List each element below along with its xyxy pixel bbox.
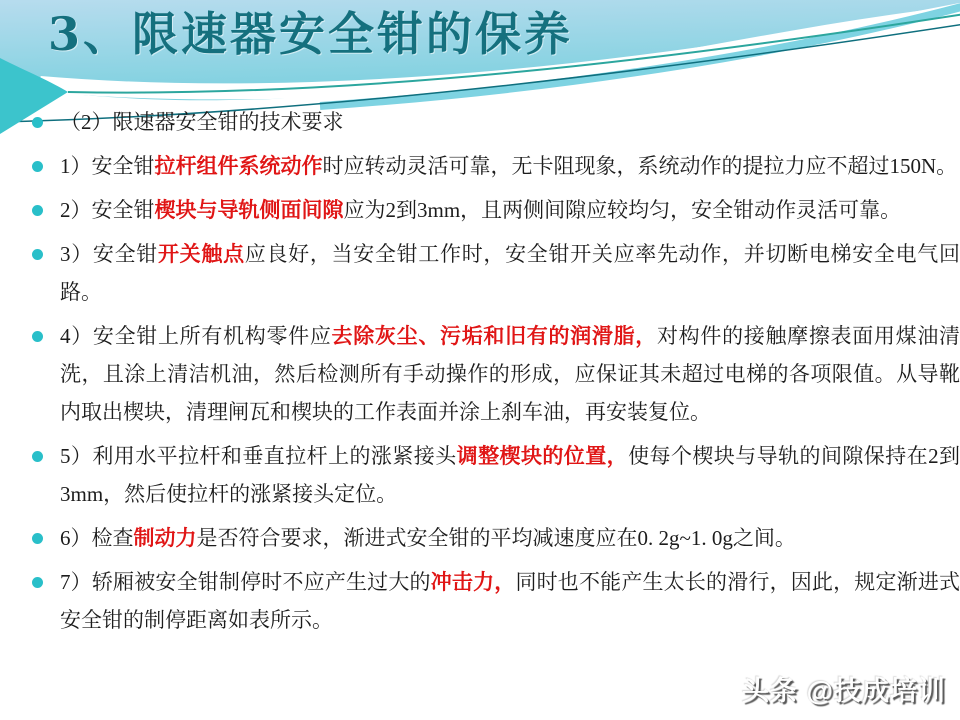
text-segment: 对构件的接触摩擦表面用煤油清洗，且涂上清洁机油，然后检测所有手动操作的形成，应保证其未超过电梯的各项限值。从导靴内取出楔块，清理闸瓦和楔块的工作表面并涂上刹车油，再安装复位。 <box>60 324 960 424</box>
bullet-item <box>30 235 960 311</box>
bullet-item <box>30 437 960 513</box>
highlight-segment: 开关触点 <box>157 242 245 266</box>
text-segment: 应良好，当安全钳工作时，安全钳开关应率先动作，并切断电梯安全电气回路。 <box>60 242 960 304</box>
text-segment: 7）轿厢被安全钳制停时不应产生过大的 <box>60 570 431 594</box>
highlight-segment: 制动力 <box>133 526 197 550</box>
bullet-dot-icon <box>32 117 43 128</box>
text-segment: 5）利用水平拉杆和垂直拉杆上的涨紧接头 <box>60 444 457 468</box>
bullet-item <box>30 103 960 141</box>
slide-body <box>0 98 960 645</box>
highlight-segment: 去除灰尘、污垢和旧有的润滑脂， <box>331 324 657 348</box>
text-segment: 同时也不能产生太长的滑行，因此，规定渐进式安全钳的制停距离如表所示。 <box>60 570 960 632</box>
text-segment: 时应转动灵活可靠，无卡阻现象，系统动作的提拉力应不超过150N。 <box>322 154 958 178</box>
bullet-dot-icon <box>32 331 43 342</box>
bullet-dot-icon <box>32 533 43 544</box>
text-segment: 使每个楔块与导轨的间隙保持在2到3mm，然后使拉杆的涨紧接头定位。 <box>60 444 960 506</box>
bullet-item <box>30 563 960 639</box>
highlight-segment: 楔块与导轨侧面间隙 <box>154 198 344 222</box>
text-segment: 1）安全钳 <box>60 154 155 178</box>
text-segment: （2）限速器安全钳的技术要求 <box>60 110 344 134</box>
text-segment: 3）安全钳 <box>60 242 158 266</box>
watermark: 头条 @技成培训 <box>742 676 946 706</box>
bullet-dot-icon <box>32 161 43 172</box>
highlight-segment: 调整楔块的位置， <box>456 444 629 468</box>
bullet-dot-icon <box>32 249 43 260</box>
bullet-dot-icon <box>32 451 43 462</box>
highlight-segment: 拉杆组件系统动作 <box>154 154 323 178</box>
slide-title: 3、限速器安全钳的保养 <box>48 7 574 61</box>
bullet-item <box>30 191 960 229</box>
bullet-item <box>30 519 960 557</box>
text-segment: 2）安全钳 <box>60 198 155 222</box>
text-segment: 4）安全钳上所有机构零件应 <box>60 324 332 348</box>
text-segment: 是否符合要求，渐进式安全钳的平均减速度应在0. 2g~1. 0g之间。 <box>196 526 796 550</box>
text-segment: 6）检查 <box>60 526 134 550</box>
bullet-list <box>0 98 960 639</box>
bullet-dot-icon <box>32 577 43 588</box>
bullet-dot-icon <box>32 205 43 216</box>
bullet-item <box>30 317 960 431</box>
highlight-segment: 冲击力， <box>430 570 516 594</box>
text-segment: 应为2到3mm，且两侧间隙应较均匀，安全钳动作灵活可靠。 <box>343 198 902 222</box>
bullet-item <box>30 147 960 185</box>
